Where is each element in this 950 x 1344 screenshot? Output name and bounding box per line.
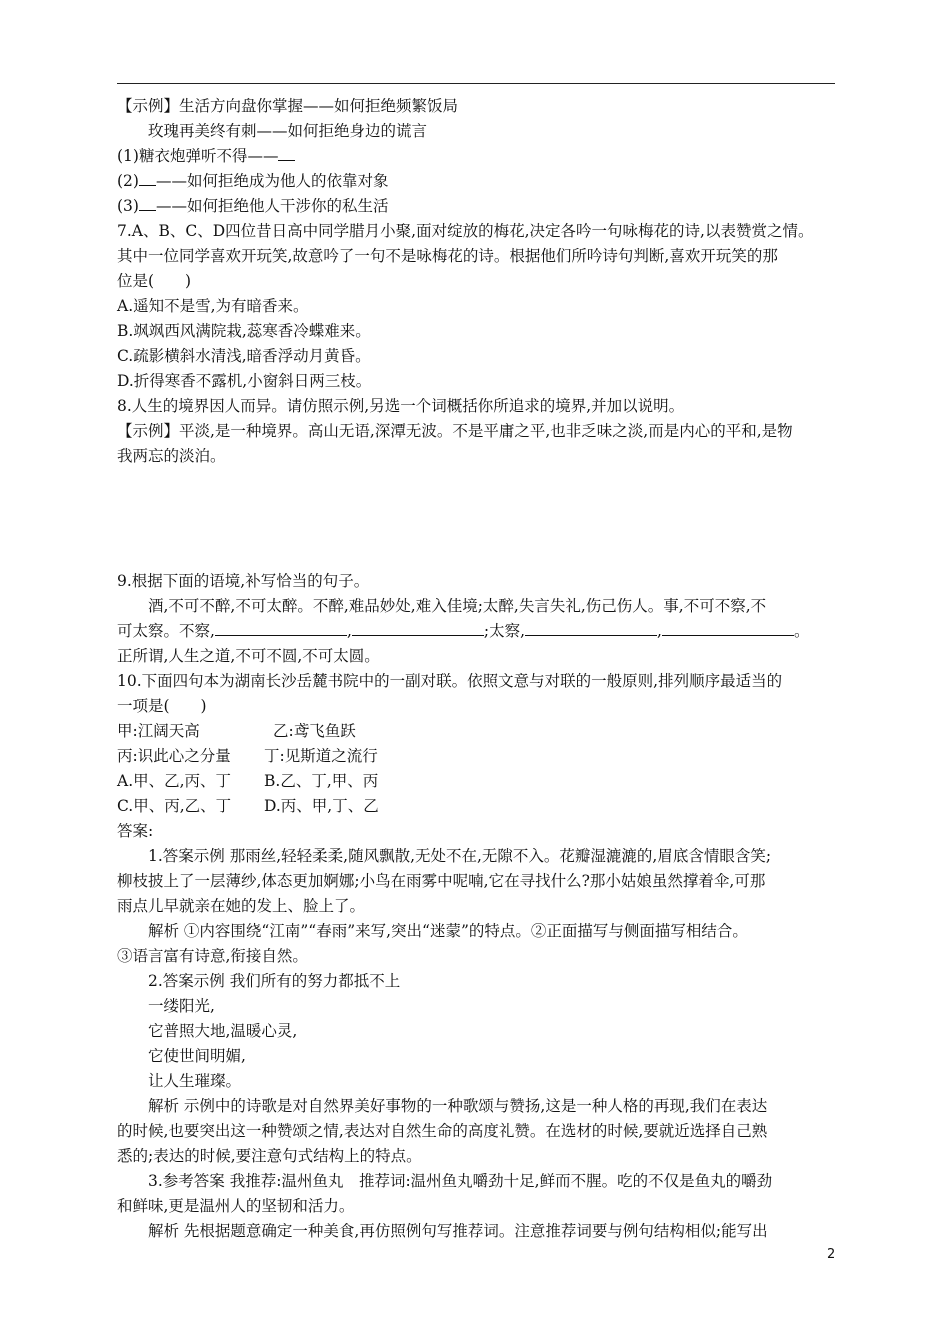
q10-option-a: A.甲、乙,丙、丁	[117, 772, 232, 790]
page-number: 2	[827, 1247, 836, 1262]
example-line-2: 玫瑰再美终有刺——如何拒绝身边的谎言	[148, 122, 428, 140]
answer-2-line-1: 2.答案示例 我们所有的努力都抵不上	[148, 972, 401, 990]
q8-example-line-2: 我两忘的淡泊。	[117, 447, 226, 465]
example-item-1	[117, 144, 837, 169]
example-item-3-suffix: ——如何拒绝他人干涉你的私生活	[155, 197, 389, 215]
q10-options-row-1	[117, 769, 837, 794]
answer-blank[interactable]	[215, 620, 347, 636]
answer-3-analysis-1: 解析 先根据题意确定一种美食,再仿照例句写推荐词。注意推荐词要与例句结构相似;能写出	[148, 1222, 768, 1240]
answer-3-line-2: 和鲜味,更是温州人的坚韧和活力。	[117, 1197, 355, 1215]
q7-option-b: B.飒飒西风满院栽,蕊寒香冷蝶难来。	[117, 322, 371, 340]
document-page	[117, 94, 837, 1244]
q9-sep-2: ;太察,	[483, 622, 526, 640]
example-item-2-suffix: ——如何拒绝成为他人的依靠对象	[155, 172, 389, 190]
q10-stem-line-1: 10.下面四句本为湖南长沙岳麓书院中的一副对联。依照文意与对联的一般原则,排列顺序最适当的	[117, 672, 783, 690]
answer-blank[interactable]	[352, 620, 484, 636]
answer-2-poem-line: 它普照大地,温暖心灵,	[148, 1022, 298, 1040]
answer-blank[interactable]	[278, 145, 295, 161]
q9-text-a: 可太察。不察,	[117, 622, 215, 640]
q7-option-d: D.折得寒香不露机,小窗斜日两三枝。	[117, 372, 372, 390]
q10-option-d: D.丙、甲,丁、乙	[264, 797, 379, 815]
q9-end: 。	[793, 622, 810, 640]
example-item-3	[117, 194, 837, 219]
q10-option-b: B.乙、丁,甲、丙	[264, 772, 379, 790]
example-item-2	[117, 169, 837, 194]
answer-3-line-1: 3.参考答案 我推荐:温州鱼丸 推荐词:温州鱼丸嚼劲十足,鲜而不腥。吃的不仅是鱼丸的嚼劲	[148, 1172, 773, 1190]
q9-stem: 9.根据下面的语境,补写恰当的句子。	[117, 572, 370, 590]
q8-answer-space[interactable]	[117, 469, 837, 569]
q10-couplet-ding: 丁:见斯道之流行	[264, 747, 378, 765]
q10-stem-line-2: 一项是( )	[117, 697, 207, 715]
answer-2-analysis-3: 悉的;表达的时候,要注意句式结构上的特点。	[117, 1147, 422, 1165]
example-item-1-text: (1)糖衣炮弹听不得——	[117, 147, 279, 165]
example-item-2-prefix: (2)	[117, 172, 139, 190]
answers-header: 答案:	[117, 822, 154, 840]
q10-couplet-row-1	[117, 719, 837, 744]
q10-options-row-2	[117, 794, 837, 819]
answer-2-poem-line: 它使世间明媚,	[148, 1047, 246, 1065]
q7-stem-line-3: 位是( )	[117, 272, 192, 290]
answer-blank[interactable]	[139, 170, 156, 186]
answer-1-line-3: 雨点儿早就亲在她的发上、脸上了。	[117, 897, 366, 915]
q10-couplet-yi: 乙:鸢飞鱼跃	[273, 722, 356, 740]
q10-couplet-jia: 甲:江阔天高	[117, 722, 200, 740]
header-rule	[117, 83, 835, 84]
q7-stem-line-1: 7.A、B、C、D四位昔日高中同学腊月小聚,面对绽放的梅花,决定各吟一句咏梅花的诗,以表赞赏之情。	[117, 222, 814, 240]
q7-option-a: A.遥知不是雪,为有暗香来。	[117, 297, 309, 315]
answer-1-line-2: 柳枝披上了一层薄纱,体态更加婀娜;小鸟在雨雾中呢喃,它在寻找什么?那小姑娘虽然撑着伞,可那	[117, 872, 766, 890]
example-line-1: 【示例】生活方向盘你掌握——如何拒绝频繁饭局	[117, 97, 459, 115]
q10-couplet-row-2	[117, 744, 837, 769]
q7-stem-line-2: 其中一位同学喜欢开玩笑,故意吟了一句不是咏梅花的诗。根据他们所吟诗句判断,喜欢开玩笑的那	[117, 247, 778, 265]
answer-blank[interactable]	[139, 195, 156, 211]
q9-sep-3: ,	[657, 622, 662, 640]
answer-blank[interactable]	[662, 620, 794, 636]
q10-option-c: C.甲、丙,乙、丁	[117, 797, 232, 815]
q8-stem: 8.人生的境界因人而异。请仿照示例,另选一个词概括你所追求的境界,并加以说明。	[117, 397, 685, 415]
q8-example-line-1: 【示例】平淡,是一种境界。高山无语,深潭无波。不是平庸之平,也非乏味之淡,而是内心的平和,是物	[117, 422, 793, 440]
answer-2-poem-line: 让人生璀璨。	[148, 1072, 242, 1090]
answer-2-poem-line: 一缕阳光,	[148, 997, 215, 1015]
q10-couplet-bing: 丙:识此心之分量	[117, 747, 231, 765]
answer-2-analysis-1: 解析 示例中的诗歌是对自然界美好事物的一种歌颂与赞扬,这是一种人格的再现,我们在表达	[148, 1097, 768, 1115]
q9-sep-1: ,	[346, 622, 352, 640]
answer-1-analysis-2: ③语言富有诗意,衔接自然。	[117, 947, 308, 965]
answer-blank[interactable]	[525, 620, 657, 636]
answer-1-line-1: 1.答案示例 那雨丝,轻轻柔柔,随风飘散,无处不在,无隙不入。花瓣湿漉漉的,眉底含情眼含笑;	[148, 847, 772, 865]
example-item-3-prefix: (3)	[117, 197, 139, 215]
q7-option-c: C.疏影横斜水清浅,暗香浮动月黄昏。	[117, 347, 371, 365]
answer-1-analysis-1: 解析 ①内容围绕“江南”“春雨”来写,突出“迷蒙”的特点。②正面描写与侧面描写相结合。	[148, 922, 748, 940]
q9-context-line-2	[117, 619, 837, 644]
q9-context-line-1: 酒,不可不醉,不可太醉。不醉,难品妙处,难入佳境;太醉,失言失礼,伤己伤人。事,不可不察,不	[148, 597, 767, 615]
answer-2-analysis-2: 的时候,也要突出这一种赞颂之情,表达对自然生命的高度礼赞。在选材的时候,要就近选择自己熟	[117, 1122, 768, 1140]
q9-context-line-3: 正所谓,人生之道,不可不圆,不可太圆。	[117, 647, 380, 665]
